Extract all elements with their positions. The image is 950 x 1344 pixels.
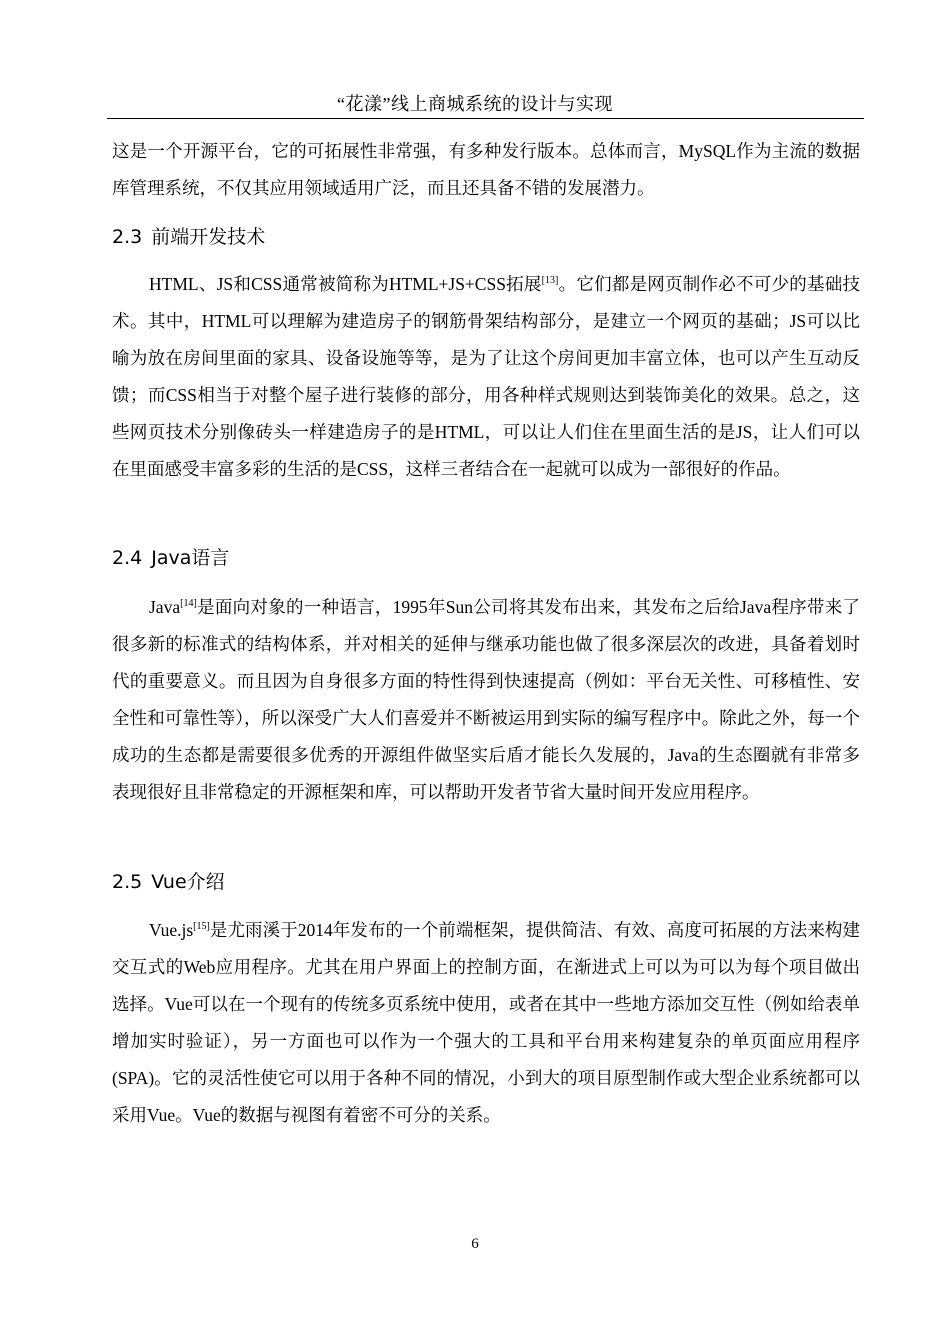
section-number: 2.3 bbox=[112, 226, 143, 248]
section-heading-2-3 bbox=[112, 222, 265, 252]
paragraph-vue bbox=[112, 912, 860, 1134]
paragraph-text: HTML、JS和CSS通常被简称为HTML+JS+CSS拓展 bbox=[149, 274, 542, 294]
paragraph-text: 。它们都是网页制作必不可少的基础技术。其中，HTML可以理解为建造房子的钢筋骨架结构部分，是建立一个网页的基础；JS可以比喻为放在房间里面的家具、设备设施等等，是为了让这个房间更加丰富立体，也可以产生互动反馈；而CSS相当于对整个屋子进行装修的部分，用各种样式规则达到装饰美化的效果。总之，这些网页技术分别像砖头一样建造房子的是HTML，可以让人们住在里面生活的是JS，让人们可以在里面感受丰富多彩的生活的是CSS，这样三者结合在一起就可以成为一部很好的作品。 bbox=[112, 274, 860, 479]
section-heading-2-5 bbox=[112, 867, 225, 897]
citation-ref-15: [15] bbox=[193, 921, 210, 932]
paragraph-text: 是尤雨溪于2014年发布的一个前端框架，提供简洁、有效、高度可拓展的方法来构建交互式的Web应用程序。尤其在用户界面上的控制方面，在渐进式上可以为可以为每个项目做出选择。Vue可以在一个现有的传统多页系统中使用，或者在其中一些地方添加交互性（例如给表单增加实时验证），另一方面也可以作为一个强大的工具和平台用来构建复杂的单页面应用程序(SPA)。它的灵活性使它可以用于各种不同的情况，小到大的项目原型制作或大型企业系统都可以采用Vue。Vue的数据与视图有着密不可分的关系。 bbox=[112, 920, 860, 1125]
paragraph-text: 是面向对象的一种语言，1995年Sun公司将其发布出来，其发布之后给Java程序带来了很多新的标准式的结构体系，并对相关的延伸与继承功能也做了很多深层次的改进，具备着划时代的重要意义。而且因为自身很多方面的特性得到快速提高（例如：平台无关性、可移植性、安全性和可靠性等），所以深受广大人们喜爱并不断被运用到实际的编写程序中。除此之外，每一个成功的生态都是需要很多优秀的开源组件做坚实后盾才能长久发展的，Java的生态圈就有非常多表现很好且非常稳定的开源框架和库，可以帮助开发者节省大量时间开发应用程序。 bbox=[112, 597, 860, 802]
section-number: 2.4 bbox=[112, 547, 143, 569]
section-title: Java语言 bbox=[151, 547, 230, 569]
section-title: Vue介绍 bbox=[151, 871, 225, 893]
paragraph-text: Vue.js bbox=[149, 920, 194, 940]
header-rule bbox=[107, 118, 864, 119]
paragraph-text: Java bbox=[149, 597, 181, 617]
section-title: 前端开发技术 bbox=[151, 226, 266, 248]
section-heading-2-4 bbox=[112, 543, 229, 573]
citation-ref-14: [14] bbox=[180, 598, 197, 609]
section-number: 2.5 bbox=[112, 871, 143, 893]
citation-ref-13: [13] bbox=[541, 275, 559, 286]
intro-paragraph: 这是一个开源平台，它的可拓展性非常强，有多种发行版本。总体而言，MySQL作为主流的数据库管理系统，不仅其应用领域适用广泛，而且还具备不错的发展潜力。 bbox=[112, 141, 860, 198]
paragraph-frontend-tech bbox=[112, 266, 860, 488]
paragraph-java bbox=[112, 589, 860, 811]
running-header: “花漾”线上商城系统的设计与实现 bbox=[337, 94, 613, 114]
page-number: 6 bbox=[471, 1236, 479, 1252]
